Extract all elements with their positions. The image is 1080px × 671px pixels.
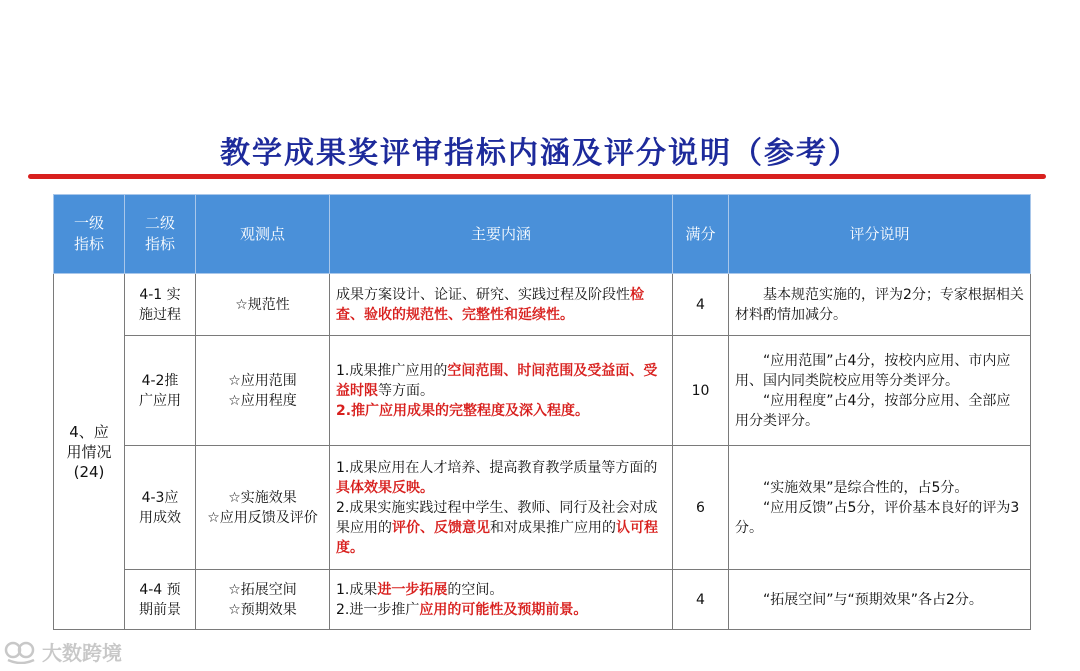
header-content: 主要内涵 [330,195,673,274]
desc-cell [729,570,1031,630]
content-text: 2.进一步推广 [336,601,420,618]
score-cell: 4 [673,570,729,630]
watermark [4,636,122,666]
observe-cell: ☆拓展空间 ☆预期效果 [196,570,330,630]
table-row [54,336,1031,446]
content-highlight: 应用的可能性及预期前景。 [419,601,588,618]
header-desc: 评分说明 [729,195,1031,274]
header-score: 满分 [673,195,729,274]
content-text: 的空间。 [447,581,504,598]
content-cell [330,274,673,336]
content-highlight: 进一步拓展 [377,581,448,598]
table-row [54,274,1031,336]
desc-text: “应用范围”占4分，按校内应用、市内应用、国内同类院校应用等分类评分。 [735,352,1011,389]
content-line [336,401,666,421]
content-text: 和对成果推广应用的 [490,519,616,536]
content-line [336,361,666,401]
watermark-text: 大数跨境 [42,640,122,665]
evaluation-table [53,194,1031,630]
desc-text: “应用反馈”占5分，评价基本良好的评为3分。 [735,499,1020,536]
level2-cell: 4-1 实 施过程 [125,274,196,336]
content-line [336,600,666,620]
content-line [336,458,666,498]
content-text: 等方面。 [378,382,434,399]
content-highlight: 具体效果反映。 [336,479,434,496]
score-cell: 6 [673,446,729,570]
table-row [54,570,1031,630]
content-highlight: 评价、反馈意见 [392,519,490,536]
header-observe: 观测点 [196,195,330,274]
table-header-row [54,195,1031,274]
content-highlight: 2. [336,402,352,419]
desc-text: 基本规范实施的，评为2分；专家根据相关材料酌情加减分。 [735,286,1024,323]
desc-cell [729,336,1031,446]
content-highlight: 认可程度。 [336,519,658,556]
desc-cell [729,274,1031,336]
watermark-logo-icon [4,638,38,664]
content-text: 1.成果应用在人才培养、提高教育教学质量等方面的 [336,459,658,476]
content-cell [330,446,673,570]
content-text: 1.成果 [336,581,378,598]
desc-text: “拓展空间”与“预期效果”各占2分。 [763,591,983,608]
observe-cell: ☆规范性 [196,274,330,336]
content-line [336,498,666,558]
header-level1: 一级 指标 [54,195,125,274]
content-cell [330,570,673,630]
desc-cell [729,446,1031,570]
title-underline [28,174,1046,179]
score-cell: 4 [673,274,729,336]
content-line [336,580,666,600]
content-cell [330,336,673,446]
level2-cell: 4-3应 用成效 [125,446,196,570]
score-cell: 10 [673,336,729,446]
content-highlight: 推广应用成果的完整程度及深入程度。 [351,402,590,419]
header-level2: 二级 指标 [125,195,196,274]
level2-cell: 4-2推 广应用 [125,336,196,446]
table-row [54,446,1031,570]
content-text: 2.成果实施实践过程中学生、教师、同行及社会对成果应用的 [336,499,658,536]
level2-cell: 4-4 预 期前景 [125,570,196,630]
content-text: 成果方案设计、论证、研究、实践过程及阶段性 [336,286,630,303]
observe-cell: ☆应用范围 ☆应用程度 [196,336,330,446]
desc-text: “应用程度”占4分，按部分应用、全部应用分类评分。 [735,392,1011,429]
content-highlight: 检查、验收的规范性、完整性和延续性。 [336,286,644,323]
content-text: 1.成果推广应用的 [336,362,448,379]
page-title: 教学成果奖评审指标内涵及评分说明（参考） [220,136,860,171]
desc-text: “实施效果”是综合性的，占5分。 [763,479,969,496]
observe-cell: ☆实施效果 ☆应用反馈及评价 [196,446,330,570]
content-highlight: 空间范围、时间范围及受益面、受益时限 [336,362,658,399]
level1-cell: 4、应 用情况 (24) [54,274,125,630]
